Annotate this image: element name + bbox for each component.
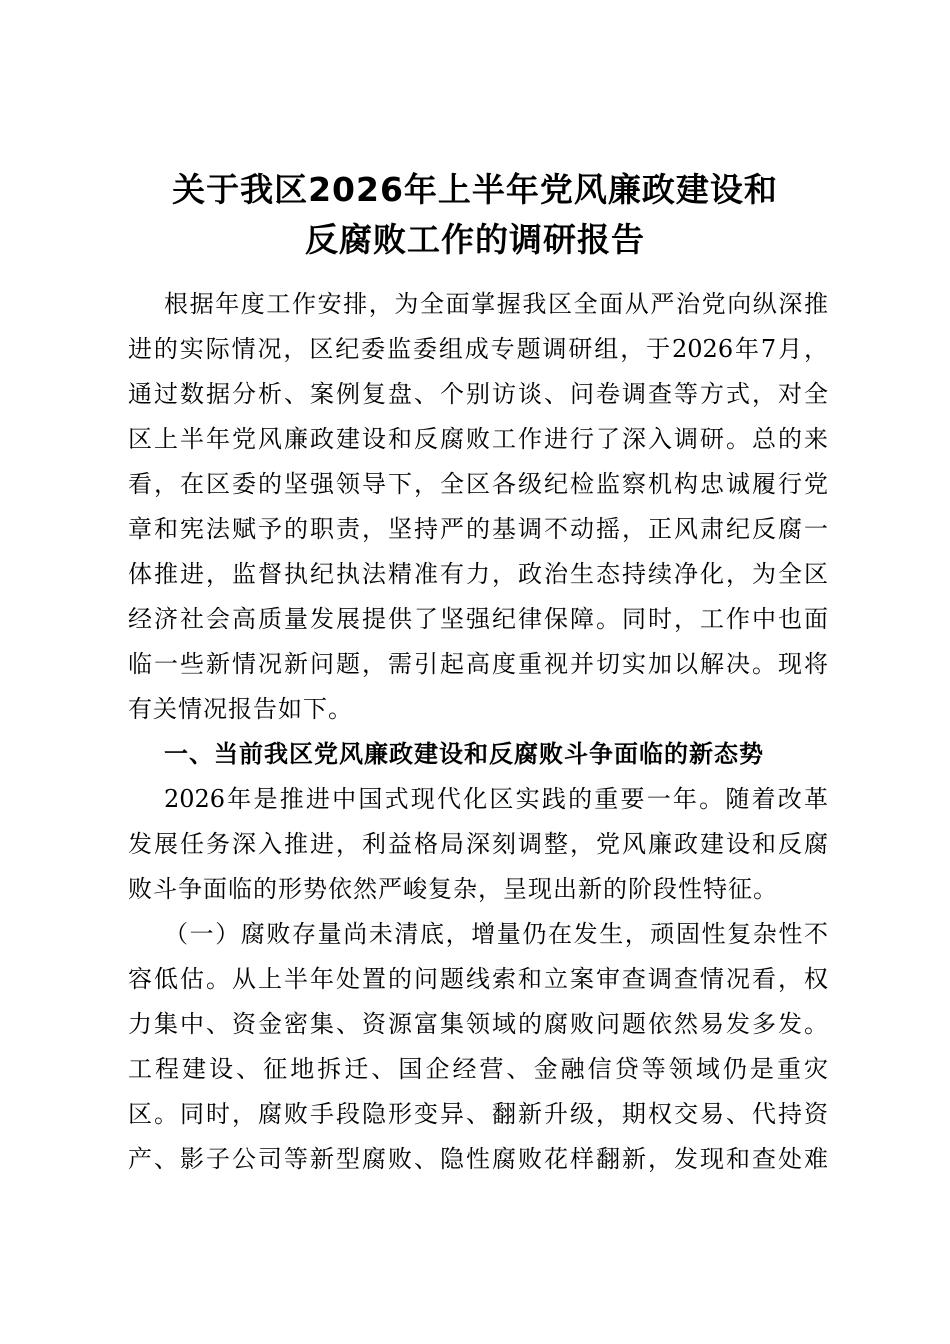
body-text-line: 产、影子公司等新型腐败、隐性腐败花样翻新，发现和查处难 xyxy=(128,1145,828,1173)
body-text-line: 容低估。从上半年处置的问题线索和立案审查调查情况看，权 xyxy=(128,965,828,993)
body-text-line: 败斗争面临的形势依然严峻复杂，呈现出新的阶段性特征。 xyxy=(128,875,778,903)
body-text-line: 通过数据分析、案例复盘、个别访谈、问卷调查等方式，对全 xyxy=(128,380,828,408)
body-text-line: 经济社会高质量发展提供了坚强纪律保障。同时，工作中也面 xyxy=(128,605,828,633)
body-text-line: 有关情况报告如下。 xyxy=(128,695,353,723)
body-text-line: 力集中、资金密集、资源富集领域的腐败问题依然易发多发。 xyxy=(128,1010,828,1038)
body-text-line: 根据年度工作安排，为全面掌握我区全面从严治党向纵深推 xyxy=(164,290,828,318)
document-title-line-2: 反腐败工作的调研报告 xyxy=(305,220,645,259)
body-text-line: 工程建设、征地拆迁、国企经营、金融信贷等领域仍是重灾 xyxy=(128,1055,828,1083)
section-heading: 一、当前我区党风廉政建设和反腐败斗争面临的新态势 xyxy=(164,740,764,768)
body-text-line: 章和宪法赋予的职责，坚持严的基调不动摇，正风肃纪反腐一 xyxy=(128,515,828,543)
body-text-line: 体推进，监督执纪执法精准有力，政治生态持续净化，为全区 xyxy=(128,560,828,588)
body-text-line: 进的实际情况，区纪委监委组成专题调研组，于2026年7月， xyxy=(128,335,828,363)
body-text-line: （一）腐败存量尚未清底，增量仍在发生，顽固性复杂性不 xyxy=(164,920,828,948)
body-text-line: 临一些新情况新问题，需引起高度重视并切实加以解决。现将 xyxy=(128,650,828,678)
body-text-line: 区上半年党风廉政建设和反腐败工作进行了深入调研。总的来 xyxy=(128,425,828,453)
body-text-line: 发展任务深入推进，利益格局深刻调整，党风廉政建设和反腐 xyxy=(128,830,828,858)
body-text-line: 看，在区委的坚强领导下，全区各级纪检监察机构忠诚履行党 xyxy=(128,470,828,498)
body-text-line: 区。同时，腐败手段隐形变异、翻新升级，期权交易、代持资 xyxy=(128,1100,828,1128)
document-title-line-1: 关于我区2026年上半年党风廉政建设和 xyxy=(172,170,778,209)
body-text-line: 2026年是推进中国式现代化区实践的重要一年。随着改革 xyxy=(164,785,828,813)
